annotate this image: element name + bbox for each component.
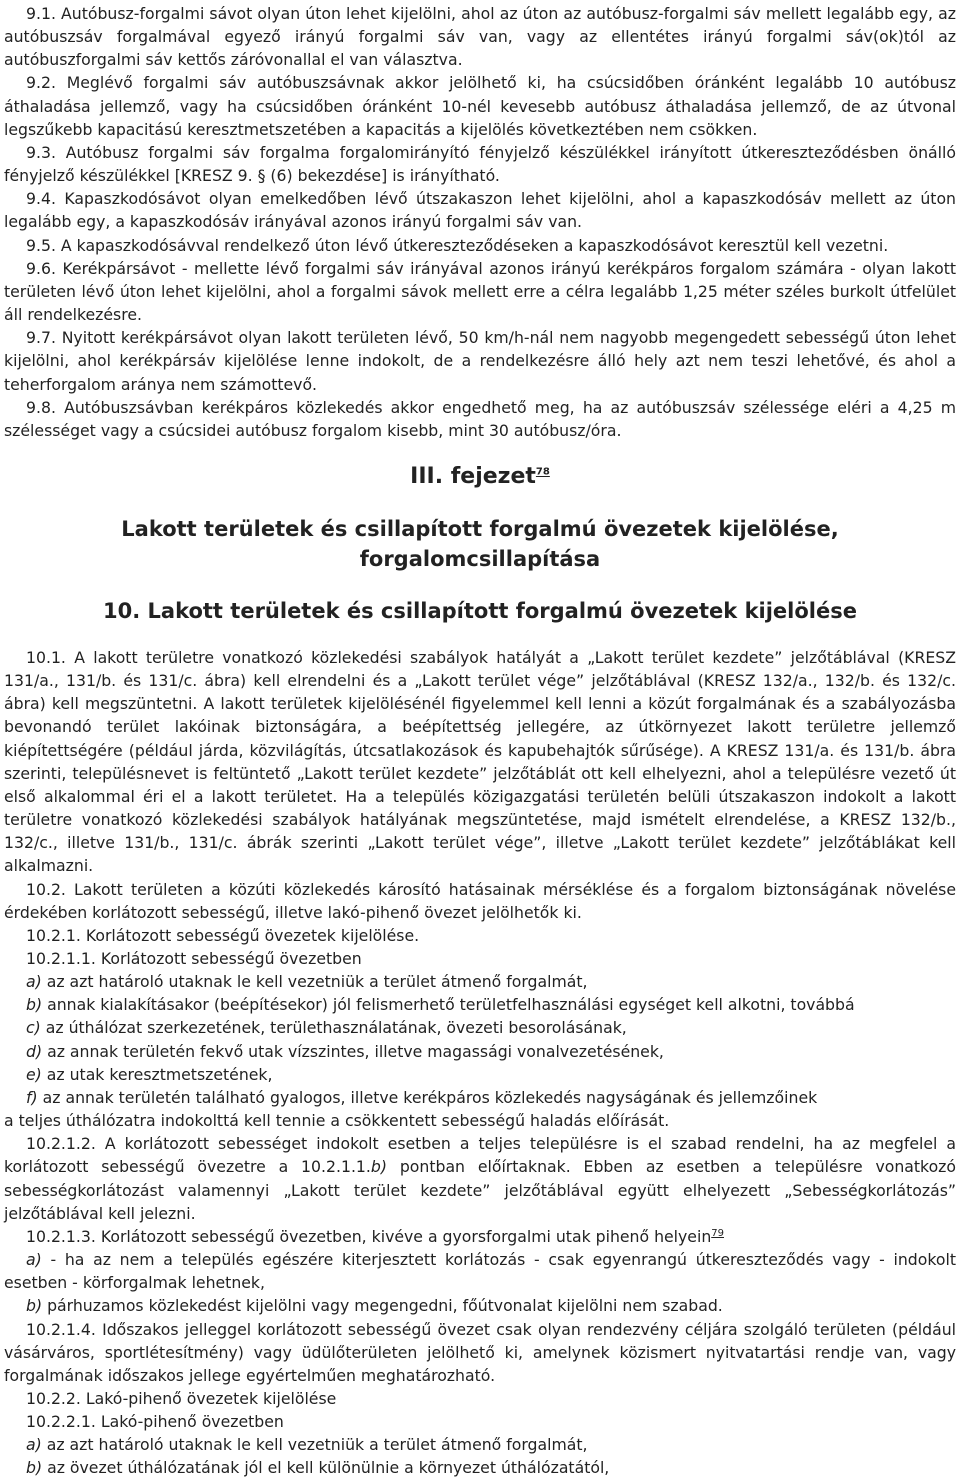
paragraph-text: 10.2.1.3. Korlátozott sebességű övezetben, kivéve a gyorsforgalmi utak pihenő helyein: [26, 1226, 712, 1246]
spacer: [4, 492, 956, 514]
paragraph-10-2-1: 10.2.1. Korlátozott sebességű övezetek kijelölése.: [26, 925, 420, 945]
footnote-link-78[interactable]: 78: [535, 466, 550, 478]
list-text: az azt határoló utaknak le kell vezetniük a terület átmenő forgalmát,: [41, 1435, 588, 1455]
spacer: [4, 626, 956, 646]
footnote-link-79[interactable]: 79: [711, 1227, 724, 1239]
paragraph-10-2-2: 10.2.2. Lakó-pihenő övezetek kijelölése: [26, 1388, 337, 1408]
list-mark: b): [370, 1157, 387, 1177]
paragraph-10-2-1-1: 10.2.1.1. Korlátozott sebességű övezetben: [26, 949, 362, 968]
paragraph-after-list: a teljes úthálózatra indokolttá kell tennie a csökkentett sebességű haladás előírását.: [4, 1111, 670, 1131]
list-item: [4, 1063, 956, 1086]
paragraph-text: 10.2.1.2. A korlátozott sebességet indokolt esetben a teljes településre is el szabad rendelni, ha az megfelel a korlátozott sebességű övezetre a 10.2.1.1.: [4, 1134, 956, 1177]
paragraph-9-2: 9.2. Meglévő forgalmi sáv autóbuszsávnak akkor jelölhető ki, ha csúcsidőben óránként legalább 10 autóbusz áthaladása jellemző, vagy ha csúcsidőben óránként 10-nél kevesebb autóbusz áthaladása jellemző, de az útvonal legszűkebb kapacitású keresztmetszetében a kapacitás a kijelölés következtében nem csökken.: [4, 73, 956, 139]
paragraph-9-5: 9.5. A kapaszkodósávval rendelkező úton lévő útkereszteződéseken a kapaszkodósávot keresztül kell vezetni.: [26, 235, 889, 255]
paragraph-9-6: 9.6. Kerékpársávot - mellette lévő forgalmi sáv irányával azonos irányú kerékpáros forgalom számára - olyan lakott területen lévő úton lehet kijelölni, ahol a forgalmi sávok mellett erre a célra legalább 1,25 méter széles burkolt útfelület áll rendelkezésre.: [4, 258, 956, 325]
paragraph-10-2-1-2: [4, 1132, 956, 1225]
paragraph-9-3: 9.3. Autóbusz forgalmi sáv forgalma forgalomirányító fényjelző készülékkel irányított útkereszteződésben önálló fényjelző készülékkel [KRESZ 9. § (6) bekezdése] is irányítható.: [4, 142, 956, 186]
list-text: az úthálózat szerkezetének, területhasználatának, övezeti besorolásának,: [40, 1018, 627, 1038]
list-mark: c): [26, 1018, 41, 1038]
paragraph-9-1: 9.1. Autóbusz-forgalmi sávot olyan úton lehet kijelölni, ahol az úton az autóbusz-forgalmi sáv mellett legalább egy, az autóbuszsáv forgalmával egyező irányú forgalmi sáv van, vagy az ellentétes irányú forgalmi sáv(ok)tól az autóbuszforgalmi sáv kettős záróvonallal el van választva.: [4, 4, 956, 70]
list-text: - ha az nem a település egészére kiterjesztett korlátozás - csak egyenrangú útkereszteződés vagy - indokolt esetben - körforgalmak lehetnek,: [4, 1250, 956, 1293]
paragraph-10-2: 10.2. Lakott területen a közúti közlekedés károsító hatásainak mérséklése és a forgalom biztonságának növelése érdekében korlátozott sebességű, illetve lakó-pihenő övezet jelölhetők ki.: [4, 879, 956, 922]
paragraph-9-7: 9.7. Nyitott kerékpársávot olyan lakott területen lévő, 50 km/h-nál nem nagyobb megengedett sebességű úton lehet kijelölni, ahol kerékpársáv kijelölése lenne indokolt, de a rendelkezésre álló hely azt nem teszi lehetővé, és ahol a teherforgalom aránya nem számottevő.: [4, 328, 956, 394]
list-mark: a): [26, 972, 42, 992]
list-mark: a): [26, 1435, 42, 1455]
list-item: [4, 1294, 956, 1317]
list-text: az övezet úthálózatának jól el kell különülnie a környezet úthálózatától,: [42, 1458, 610, 1478]
chapter-title: III. fejezet: [410, 463, 536, 489]
list-item: [4, 1040, 956, 1063]
paragraph-10-2-1-4: 10.2.1.4. Időszakos jelleggel korlátozott sebességű övezet csak olyan rendezvény céljára szolgáló területen (például vásárváros, sportlétesítmény) vagy üdülőterületen jelölhető ki, amelynek közismert nyitvatartási rendje van, vagy forgalmának időszakos jellege egyértelműen meghatározható.: [4, 1319, 956, 1385]
list-mark: e): [26, 1064, 42, 1084]
list-text: az annak területén fekvő utak vízszintes, illetve magassági vonalvezetésének,: [42, 1041, 664, 1061]
list-item: [4, 970, 956, 993]
paragraph-10-1: 10.1. A lakott területre vonatkozó közlekedési szabályok hatályát a „Lakott terület kezdete” jelzőtáblával (KRESZ 131/a., 131/b. és 131/c. ábra) kell elrendelni és a „Lakott terület vége” jelzőtáblával (KRESZ 132/a., 132/b. és 132/c. ábra) kell megszüntetni. A lakott területek kijelölésénél figyelemmel kell lenni a közút forgalmának és a szabályozásba bevonandó terület lakóinak biztonságára, a beépítettség jellegére, az útkörnyezet lakott területre jellemző kiépítettségére (például járda, közvilágítás, útcsatlakozások és kapubehajtók sűrűsége). A KRESZ 131/a. és 131/b. ábra szerinti, településnevet is feltüntető „Lakott terület kezdete” jelzőtáblát ott kell elhelyezni, ahol a településre vezető út első alkalommal éri el a lakott területet. Ha a település közigazgatási területén belüli útszakaszon indokolt a lakott területre vonatkozó közlekedési szabályok hatályának megszüntetése, majd ismételt elrendelése, a KRESZ 132/b., 132/c., illetve 131/b., 131/c. ábrák szerinti „Lakott terület vége”, illetve „Lakott terület kezdete” jelzőtáblákat kell alkalmazni.: [4, 647, 956, 876]
chapter-heading: [4, 462, 956, 492]
list-mark: b): [26, 1458, 43, 1478]
paragraph-text: pontban előírtaknak. Ebben az esetben a településre vonatkozó sebességkorlátozást valamennyi „Lakott terület kezdete” jelzőtáblával együtt elhelyezett „Sebességkorlátozás” jelzőtáblával kell jelezni.: [4, 1157, 956, 1223]
list-item: [4, 1456, 956, 1479]
spacer: [4, 574, 956, 596]
paragraph-9-4: 9.4. Kapaszkodósávot olyan emelkedőben lévő útszakaszon lehet kijelölni, ahol a kapaszkodósáv mellett az úton legalább egy, a kapaszkodósáv irányával azonos irányú forgalmi sáv van.: [4, 189, 956, 232]
list-mark: f): [26, 1087, 38, 1107]
list-text: az utak keresztmetszetének,: [41, 1064, 273, 1084]
list-item: [4, 1016, 956, 1039]
chapter-subtitle: Lakott területek és csillapított forgalmú övezetek kijelölése, forgalomcsillapítása: [121, 516, 839, 571]
list-item: [4, 1086, 956, 1109]
list-text: az annak területén található gyalogos, illetve kerékpáros közlekedés nagyságának és jellemzőinek: [37, 1087, 818, 1107]
list-item: [4, 1248, 956, 1294]
paragraph-10-2-1-3: [4, 1225, 956, 1248]
list-mark: d): [26, 1041, 43, 1061]
list-mark: b): [26, 1296, 43, 1316]
list-mark: a): [26, 1250, 42, 1270]
list-mark: b): [26, 995, 43, 1015]
list-text: párhuzamos közlekedést kijelölni vagy megengedni, főútvonalat kijelölni nem szabad.: [42, 1296, 723, 1316]
list-item: [4, 993, 956, 1016]
paragraph-9-8: 9.8. Autóbuszsávban kerékpáros közlekedés akkor engedhető meg, ha az autóbuszsáv szélessége eléri a 4,25 m szélességet vagy a csúcsidei autóbusz forgalom kisebb, mint 30 autóbusz/óra.: [4, 397, 956, 440]
list-text: annak kialakításakor (beépítésekor) jól felismerhető területfelhasználási egységet kell alkotni, továbbá: [42, 995, 855, 1015]
paragraph-10-2-2-1: 10.2.2.1. Lakó-pihenő övezetben: [26, 1412, 284, 1432]
spacer: [4, 442, 956, 462]
list-item: [4, 1433, 956, 1456]
section-title: 10. Lakott területek és csillapított forgalmú övezetek kijelölése: [103, 598, 857, 623]
list-text: az azt határoló utaknak le kell vezetniük a terület átmenő forgalmát,: [41, 972, 588, 992]
